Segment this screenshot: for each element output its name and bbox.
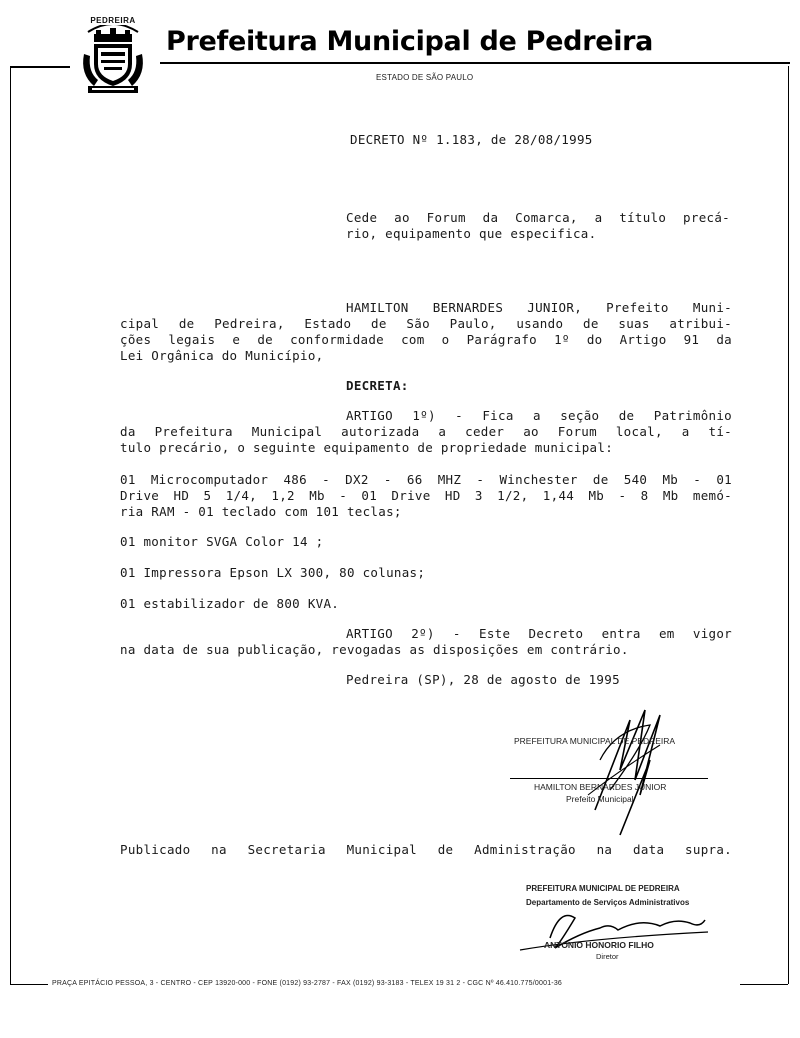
article-1-line: ARTIGO 1º) - Fica a seção de Patrimônio <box>346 408 732 423</box>
article-2-line: ARTIGO 2º) - Este Decreto entra em vigor <box>346 626 732 641</box>
summary-line: Cede ao Forum da Comarca, a título precá- <box>346 210 730 225</box>
handwritten-signature-icon <box>500 700 730 840</box>
stamp-org: PREFEITURA MUNICIPAL DE PEDREIRA <box>526 884 680 893</box>
decreta-heading: DECRETA: <box>346 378 409 393</box>
signature-mayor <box>500 700 730 840</box>
place-date: Pedreira (SP), 28 de agosto de 1995 <box>346 672 620 687</box>
header-rule-right <box>160 62 790 64</box>
preamble-line: HAMILTON BERNARDES JUNIOR, Prefeito Muni- <box>346 300 732 315</box>
decree-preamble <box>120 300 732 364</box>
footer-rule-right <box>740 984 788 985</box>
decree-summary <box>346 210 730 242</box>
signature-line <box>510 778 708 779</box>
stamp-role: Diretor <box>596 952 619 961</box>
list-item: 01 estabilizador de 800 KVA. <box>120 596 340 611</box>
list-item: 01 Microcomputador 486 - DX2 - 66 MHZ - Winchester de 540 Mb - 01 <box>120 472 732 487</box>
page-title: Prefeitura Municipal de Pedreira <box>166 26 654 57</box>
crest-banner: PEDREIRA <box>88 16 138 25</box>
article-2 <box>120 626 732 658</box>
article-1-line: tulo precário, o seguinte equipamento de propriedade municipal: <box>120 440 614 455</box>
list-item: 01 monitor SVGA Color 14 ; <box>120 534 324 549</box>
preamble-line: Lei Orgânica do Município, <box>120 348 324 363</box>
decree-title: DECRETO Nº 1.183, de 28/08/1995 <box>350 132 593 147</box>
footer-address: PRAÇA EPITÁCIO PESSOA, 3 - CENTRO - CEP 13920-000 - FONE (0192) 93-2787 - FAX (0192) 93-3183 - TELEX 19 31 2 - CGC Nº 46.410.775/0001-36 <box>52 980 563 987</box>
preamble-line: cipal de Pedreira, Estado de São Paulo, usando de suas atribui- <box>120 316 732 331</box>
list-item: ria RAM - 01 teclado com 101 teclas; <box>120 504 402 519</box>
list-item: Drive HD 5 1/4, 1,2 Mb - 01 Drive HD 3 1/2, 1,44 Mb - 8 Mb memó- <box>120 488 732 503</box>
list-item: 01 Impressora Epson LX 300, 80 colunas; <box>120 565 426 580</box>
article-2-line: na data de sua publicação, revogadas as disposições em contrário. <box>120 642 629 657</box>
stamp-name: ANTONIO HONORIO FILHO <box>544 940 654 950</box>
publication-note: Publicado na Secretaria Municipal de Administração na data supra. <box>120 842 732 857</box>
signer-role: Prefeito Municipal <box>566 794 634 804</box>
equipment-list <box>120 472 732 612</box>
footer-rule-left <box>10 984 48 985</box>
state-label: ESTADO DE SÃO PAULO <box>376 73 474 82</box>
article-1-line: da Prefeitura Municipal autorizada a ceder ao Forum local, a tí- <box>120 424 732 439</box>
signature-org: PREFEITURA MUNICIPAL DE PEDREIRA <box>514 736 676 746</box>
article-1 <box>120 408 732 456</box>
signer-name: HAMILTON BERNARDES JUNIOR <box>534 782 667 792</box>
preamble-line: ções legais e de conformidade com o Parágrafo 1º do Artigo 91 da <box>120 332 732 347</box>
summary-line: rio, equipamento que especifica. <box>346 226 597 241</box>
stamp-dept: Departamento de Serviços Administrativos <box>526 898 690 907</box>
signature-director <box>500 880 730 970</box>
